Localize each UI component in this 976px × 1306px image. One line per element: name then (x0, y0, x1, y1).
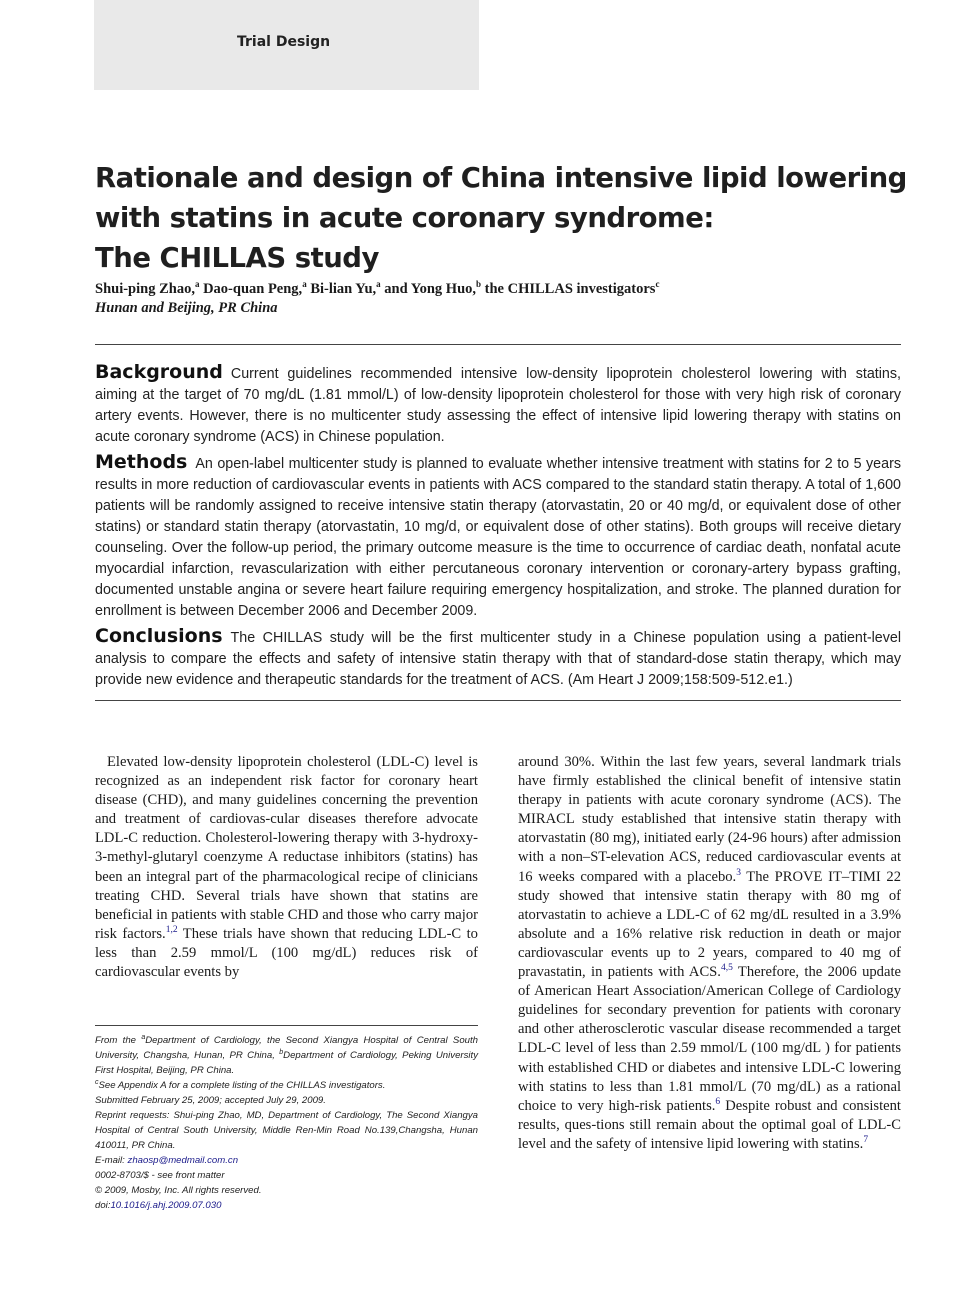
abstract-bottom-rule (95, 700, 901, 701)
body-column-right (518, 753, 901, 1154)
title-line: with statins in acute coronary syndrome: (95, 202, 714, 234)
reference-link[interactable]: 4,5 (720, 963, 733, 974)
affiliation-marker: a (141, 1033, 146, 1041)
affiliation-marker: a (376, 279, 381, 290)
body-text: Elevated low-density lipoprotein cholesterol (LDL-C) level is recognized as an independent risk factor for coronary heart disease (CHD), and many guidelines concerning the prevention and treatment of cardiovas-cular diseases therefore advocate LDL-C reduction. Cholesterol-lowering therapy with 3-hydroxy-3-methyl-glutaryl coenzyme A reductase inhibitors (statins) has been an integral part of the pharmacological recipe of clinicians treating CHD. Several trials have shown that statins are beneficial in patients with stable CHD and those who carry major risk factors. (95, 754, 478, 942)
doi-link[interactable]: 10.1016/j.ahj.2009.07.030 (110, 1200, 222, 1211)
reference-link[interactable]: 6 (715, 1096, 721, 1107)
author-location: Hunan and Beijing, PR China (95, 300, 278, 316)
abstract-top-rule (95, 344, 901, 345)
footnote-issn: 0002-8703/$ - see front matter (95, 1170, 225, 1181)
author-name: Dao-quan Peng, (203, 281, 303, 297)
footnote-reprint: Reprint requests: Shui-ping Zhao, MD, Department of Cardiology, The Second Xiangya Hospital of Central South University, Middle Ren-Min Road No.139,Changsha, Hunan 410011, PR China. (95, 1110, 478, 1151)
abstract-conclusions (95, 626, 901, 691)
footnote-submitted: Submitted February 25, 2009; accepted July 29, 2009. (95, 1095, 326, 1106)
reference-link[interactable]: 7 (863, 1135, 869, 1146)
abstract-heading: Background (95, 361, 223, 383)
title-line: The CHILLAS study (95, 242, 379, 274)
abstract-text: Current guidelines recommended intensive low-density lipoprotein cholesterol lowering with statins, aiming at the target of 70 mg/dL (1.81 mmol/L) of low-density lipoprotein cholesterol for those with very high risk of coronary artery events. However, there is no multicenter study assessing the effect of intensive lipid lowering therapy with statins on acute coronary syndrome (ACS) in Chinese population. (95, 366, 901, 445)
footnote-text: Department of Cardiology, Peking University First Hospital, Beijing, PR China. (95, 1050, 478, 1076)
abstract-heading: Methods (95, 451, 188, 473)
abstract-background (95, 362, 901, 448)
body-text: around 30%. Within the last few years, several landmark trials have firmly established the clinical benefit of intensive statin therapy in patients with acute coronary syndrome (ACS). The MIRACL study established that intensive statin therapy with atorvastatin (80 mg), initiated early (24-96 hours) after admission with a non–ST-elevation ACS, reduced cardiovascular events at 16 weeks compared with a placebo. (518, 754, 901, 885)
email-link[interactable]: zhaosp@medmail.com.cn (127, 1155, 239, 1166)
reference-link[interactable]: 3 (736, 867, 741, 878)
abstract-methods (95, 452, 901, 622)
affiliation-marker: a (302, 279, 307, 290)
body-text: Despite robust and consistent results, ques-tions still remain about the optimal goal of LDL-C level and the safety of intensive lipid lowering with statins. (518, 1097, 901, 1152)
footnote-text: doi: (95, 1200, 111, 1211)
title-line: Rationale and design of China intensive lipid lowering (95, 162, 907, 194)
footnote-text: Department of Cardiology, the Second Xiangya Hospital of Central South University, Changsha, Hunan, PR China, (95, 1035, 478, 1061)
author-name: and Yong Huo, (384, 281, 477, 297)
footnote-appendix (95, 1078, 478, 1093)
footnote-doi (95, 1198, 478, 1213)
abstract-heading: Conclusions (95, 625, 223, 647)
affiliation-marker: c (95, 1078, 99, 1086)
reference-link[interactable]: 1,2 (165, 924, 178, 935)
footnote-text: See Appendix A for a complete listing of the CHILLAS investigators. (98, 1080, 386, 1091)
affiliation-marker: b (279, 1048, 284, 1056)
footnote-affiliations (95, 1033, 478, 1078)
abstract-text: The CHILLAS study will be the first multicenter study in a Chinese population using a patient-level analysis to compare the effects and safety of intensive statin therapy with that of standard-dose statin therapy, which may provide new evidence and therapeutic standards for the treatment of ACS. (Am Heart J 2009;158:509-512.e1.) (95, 630, 901, 688)
footnote-text: From the (95, 1035, 142, 1046)
body-text: These trials have shown that reducing LDL-C to less than 2.59 mmol/L (100 mg/dL) reduces risk of cardiovascular events by (95, 925, 478, 981)
body-text: Therefore, the 2006 update of American Heart Association/American College of Cardiology guidelines for secondary prevention for patients with coronary and other atherosclerotic vascular disease recommended a target LDL-C level of less than 2.59 mmol/L (100 mg/dL ) for patients with established CHD or diabetes and intensive LDL-C lowering with statins to less than 1.81 mmol/L (70 mg/dL) as a rational choice to very high-risk patients. (518, 964, 901, 1114)
body-column-left (95, 753, 478, 982)
footnote-text: E-mail: (95, 1155, 128, 1166)
author-name: the CHILLAS investigators (484, 281, 656, 297)
author-name: Shui-ping Zhao, (95, 281, 195, 297)
affiliation-marker: a (194, 279, 200, 290)
article-title (95, 158, 905, 278)
author-name: Bi-lian Yu, (310, 281, 377, 297)
footnote-email (95, 1153, 478, 1168)
footnotes (95, 1033, 478, 1213)
body-paragraph (518, 753, 901, 1154)
body-text: The PROVE IT–TIMI 22 study showed that intensive statin therapy with 80 mg of atorvastatin to achieve a LDL-C of 62 mg/dL resulted in a 3.9% absolute and a 16% relative risk reduction in death or major cardiovascular events up to 2 years, compared to 40 mg of pravastatin, in patients with ACS. (518, 868, 901, 981)
body-paragraph (95, 753, 478, 982)
footnote-rule (95, 1025, 478, 1026)
author-list (95, 281, 659, 298)
section-label: Trial Design (237, 34, 331, 50)
footnote-copyright: © 2009, Mosby, Inc. All rights reserved. (95, 1185, 262, 1196)
affiliation-marker: c (655, 279, 660, 290)
affiliation-marker: b (476, 279, 482, 290)
abstract-text: An open-label multicenter study is planned to evaluate whether intensive treatment with statins for 2 to 5 years results in more reduction of cardiovascular events in patients with ACS compared to the standard statin therapy. A total of 1,600 patients will be randomly assigned to receive intensive statin therapy (atorvastatin, 20 or 40 mg/d, or equivalent dose of other statins) or standard statin therapy (atorvastatin, 10 mg/d, or equivalent dose of other statins). Both groups will receive dietary counseling. Over the follow-up period, the primary outcome measure is the time to occurrence of cardiac death, nonfatal acute myocardial infarction, revascularization with either percutaneous coronary intervention or coronary-artery bypass grafting, documented unstable angina or severe heart failure requiring emergency hospitalization, and stroke. The planned duration for enrollment is between December 2006 and December 2009. (95, 456, 901, 619)
abstract (95, 362, 901, 695)
